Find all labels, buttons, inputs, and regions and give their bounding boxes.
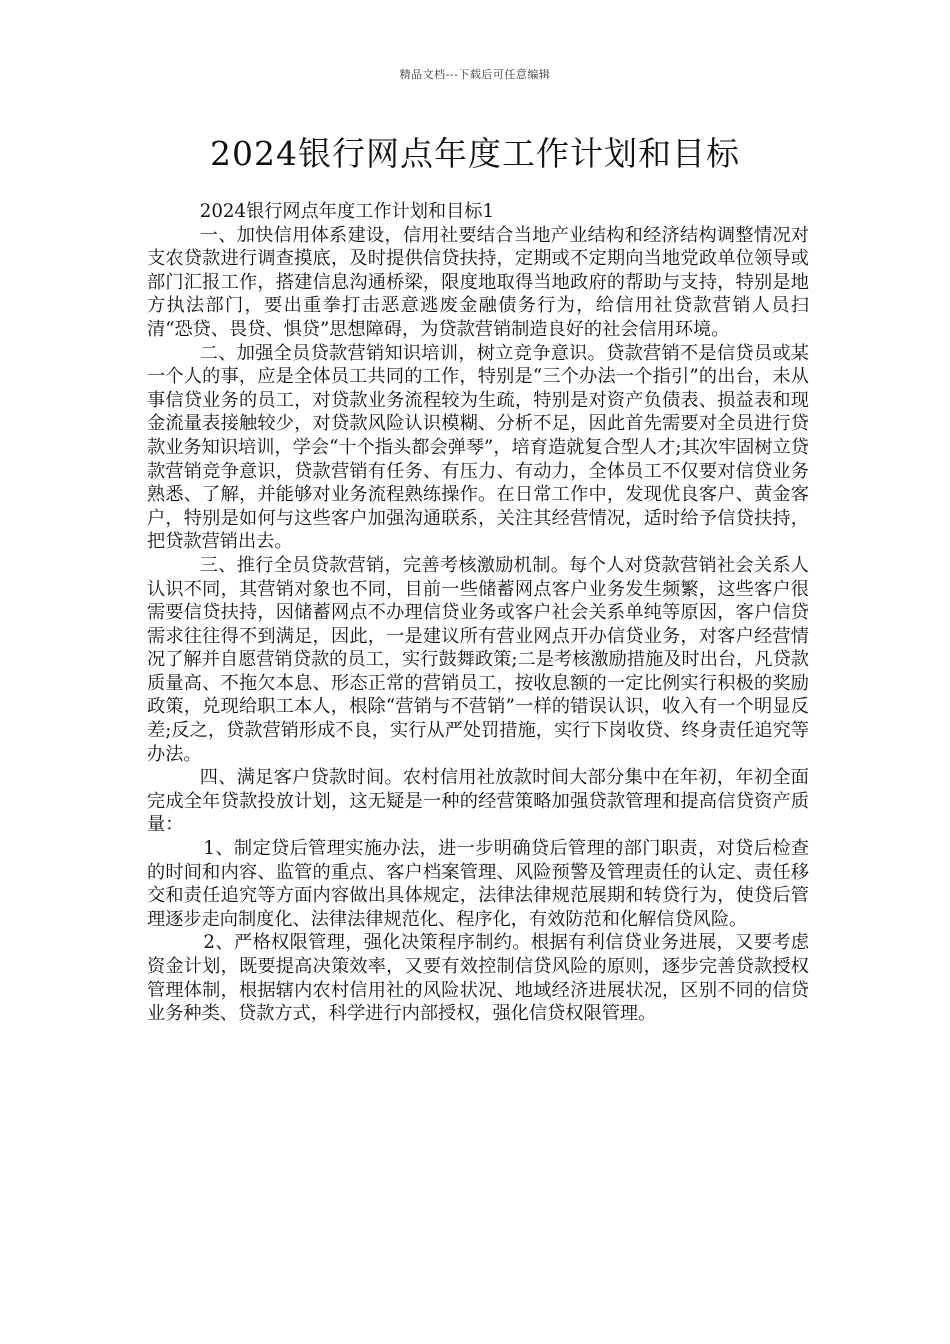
document-body bbox=[147, 200, 809, 1026]
paragraph-4: 四、满足客户贷款时间。农村信用社放款时间大部分集中在年初，年初全面完成全年贷款投放计划，这无疑是一种的经营策略加强贷款管理和提高信贷资产质量： bbox=[147, 767, 809, 836]
paragraph-2: 二、加强全员贷款营销知识培训，树立竞争意识。贷款营销不是信贷员或某一个人的事，应是全体员工共同的工作，特别是“三个办法一个指引”的出台，未从事信贷业务的员工，对贷款业务流程较为生疏，特别是对资产负债表、损益表和现金流量表接触较少，对贷款风险认识模糊、分析不足，因此首先需要对全员进行贷款业务知识培训，学会“十个指头都会弹琴”，培育造就复合型人才;其次牢固树立贷款营销竞争意识，贷款营销有任务、有压力、有动力，全体员工不仅要对信贷业务熟悉、了解，并能够对业务流程熟练操作。在日常工作中，发现优良客户、黄金客户，特别是如何与这些客户加强沟通联系，关注其经营情况，适时给予信贷扶持，把贷款营销出去。 bbox=[147, 342, 809, 553]
paragraph-3: 三、推行全员贷款营销，完善考核激励机制。每个人对贷款营销社会关系人认识不同，其营销对象也不同，目前一些储蓄网点客户业务发生频繁，这些客户很需要信贷扶持，因储蓄网点不办理信贷业务或客户社会关系单纯等原因，客户信贷需求往往得不到满足，因此，一是建议所有营业网点开办信贷业务，对客户经营情况了解并自愿营销贷款的员工，实行鼓舞政策;二是考核激励措施及时出台，凡贷款质量高、不拖欠本息、形态正常的营销员工，按收息额的一定比例实行积极的奖励政策，兑现给职工本人，根除“营销与不营销”一样的错误认识，收入有一个明显反差;反之，贷款营销形成不良，实行从严处罚措施，实行下岗收贷、终身责任追究等办法。 bbox=[147, 554, 809, 765]
header-note: 精品文档---下载后可任意编辑 bbox=[399, 68, 551, 81]
sub-item-1: 1、制定贷后管理实施办法，进一步明确贷后管理的部门职责，对贷后检查的时间和内容、监管的重点、客户档案管理、风险预警及管理责任的认定、责任移交和责任追究等方面内容做出具体规定，法律法律规范展期和转贷行为，使贷后管理逐步走向制度化、法律法律规范化、程序化，有效防范和化解信贷风险。 bbox=[147, 838, 809, 930]
sub-item-2: 2、严格权限管理，强化决策程序制约。根据有利信贷业务进展，又要考虑资金计划，既要提高决策效率，又要有效控制信贷风险的原则，逐步完善贷款授权管理体制，根据辖内农村信用社的风险状况、地域经济进展状况，区别不同的信贷业务种类、贷款方式，科学进行内部授权，强化信贷权限管理。 bbox=[147, 932, 809, 1025]
document-subtitle: 2024银行网点年度工作计划和目标1 bbox=[199, 201, 495, 222]
paragraph-1: 一、加快信用体系建设，信用社要结合当地产业结构和经济结构调整情况对支农贷款进行调查摸底，及时提供信贷扶持，定期或不定期向当地党政单位领导或部门汇报工作，搭建信息沟通桥梁，限度地取得当地政府的帮助与支持，特别是地方执法部门，要出重拳打击恶意逃废金融债务行为，给信用社贷款营销人员扫清“恐贷、畏贷、惧贷”思想障碍，为贷款营销制造良好的社会信用环境。 bbox=[147, 224, 809, 340]
document-title: 2024银行网点年度工作计划和目标 bbox=[210, 134, 740, 173]
